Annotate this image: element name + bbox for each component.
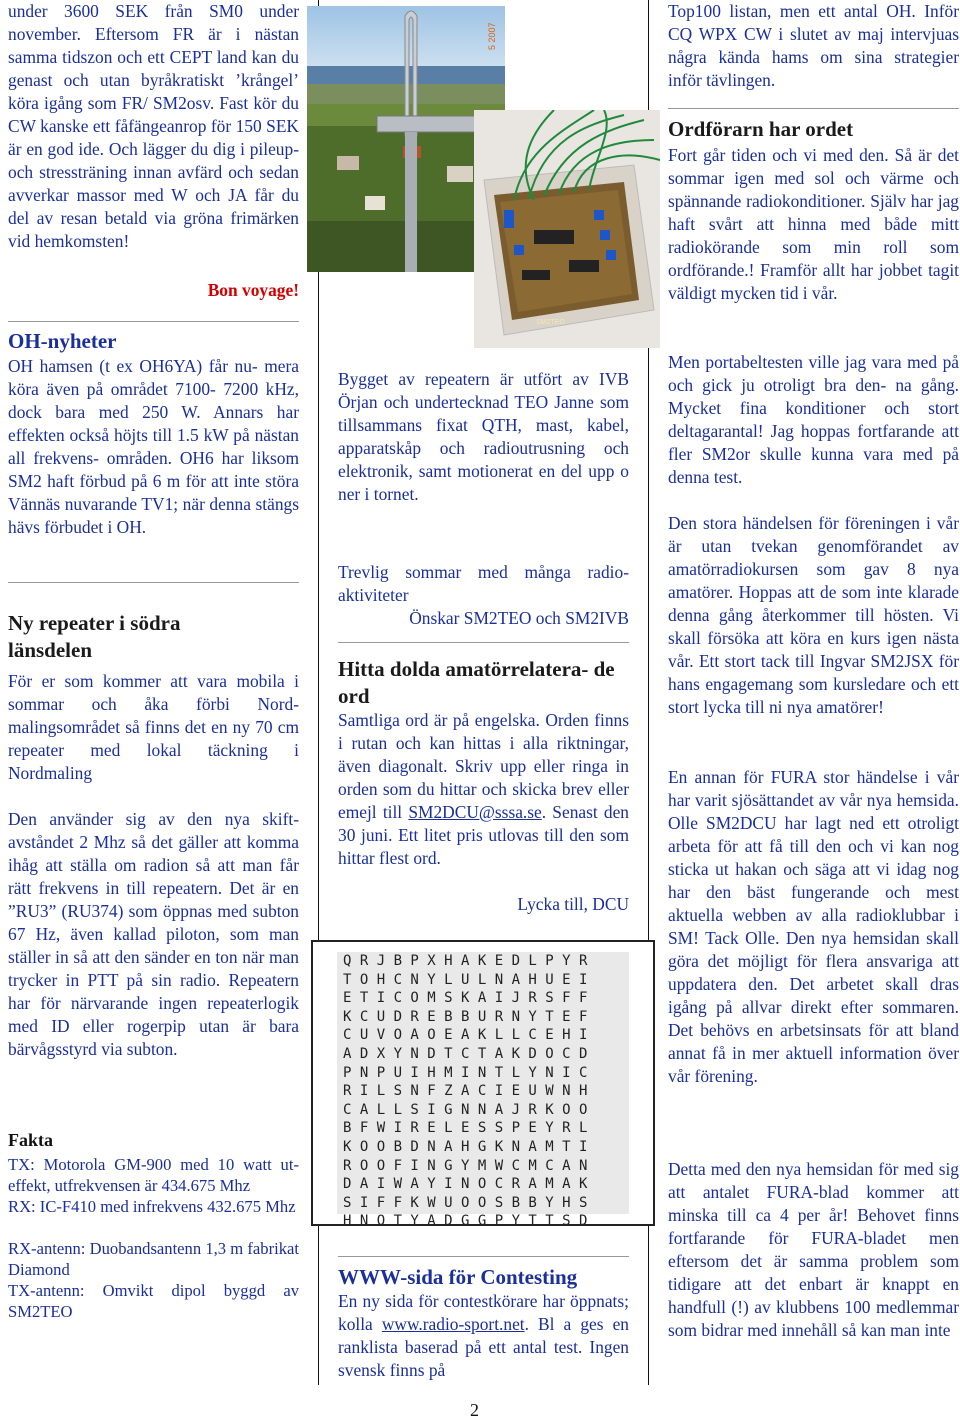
oh-news-body: OH hamsen (t ex OH6YA) får nu- mera köra även på området 7100- 7200 kHz, dock bara med 250 W. Annars har effekten också höjts till 1.5 kW på nästan all frekvens- områden. OH6 har liksom SM2 haft förbud på 6 m för att inte störa Vännäs nuvarande TV1; när denna stängs hävs förbudet i OH. [8,356,299,537]
word-search-row: T O H C N Y L U L N A H U E I [343,971,588,988]
www-text-end: . Bl a ges en ranklista baserad på ett antal test. Ingen svensk finns på [338,1314,629,1380]
section-divider [8,321,299,322]
word-search-instructions [338,709,629,870]
chairman-paragraph-5: Detta med den nya hemsidan för med sig att antalet FURA-blad kommer att minska till ca 4 per år! Behovet finns fortfarande för FURA-bladet men eftersom det är samma problem som tidigare att det enbart är knappt en handfull (!) av klubbens 100 medlemmar som bidrar med innehåll så kan man inte [668,1159,959,1340]
word-search-row: R I L S N F Z A C I E U W N H [343,1083,588,1100]
word-search-row: S I F F K W U O O S B B Y H S [343,1194,588,1211]
chairman-title: Ordförarn har ordet [668,117,854,141]
top100-paragraph: Top100 listan, men ett antal OH. Inför CQ WPX CW i slutet av maj intervjuas några kända hams om sina strategier inför tävlingen. [668,1,959,90]
word-search-row: A D X Y N D T C T A K D O C D [343,1045,588,1062]
word-search-row: D A I W A Y I N O C R A M A K [343,1176,588,1193]
fakta-rx: RX: IC-F410 med infrekvens 432.675 Mhz [8,1197,296,1216]
section-divider [338,642,629,643]
summer-greeting: Trevlig sommar med många radio- aktiviteter [338,562,629,605]
repeater-paragraph-2: Den använder sig av den nya skift- avståndet 2 Mhz så det gäller att komma ihåg att ställa om radion så att man får rätt frekvens in till repeatern. Det är en ”RU3” (RU374) som öppnas med subton 67 Hz, även kallad piloton, som man ställer in så att den sänder en ton när man trycker in PTT på sin radio. Repeatern har för närvarande ingen repeaterlogik med ID eller rogerpip utan är bara bärvågsstyrd via subton. [8,809,299,1059]
circuit-board-photo [474,110,660,348]
www-contesting-title: WWW-sida för Contesting [338,1265,578,1289]
photo-date-stamp: 5 2007 [487,22,497,50]
word-search-row: E T I C O M S K A I J R S F F [343,990,588,1007]
word-search-row: C A L L S I G N N A J R K O O [343,1101,588,1118]
www-text: En ny sida för contestkörare har öppnats; kolla [338,1291,629,1334]
greeting-signature: Önskar SM2TEO och SM2IVB [409,608,629,628]
instructions-text: Samtliga ord är på engelska. Orden finns i rutan och kan hittas i alla riktningar, även diagonalt. Skriv upp eller ringa in orden som du hittar och skicka brev eller emejl till [338,710,629,822]
fakta-tx: TX: Motorola GM-900 med 10 watt ut- effekt, utfrekvensen är 434.675 Mhz [8,1155,299,1195]
chairman-paragraph-3: Den stora händelsen för föreningen i vår är utan tvekan genomförandet av amatörradiokursen som gav 8 nya amatörer. Hoppas att de som inte klarade denna gång återkommer till hösten. Vi skall försöka att köra en kurs igen nästa vår. Ett stort tack till Ingvar SM2JSX för hans engagemang som kursledare och ett stort lycka till ni nya amatörer! [668,513,959,717]
fakta-tx-antenna: TX-antenn: Omvikt dipol byggd av SM2TEO [8,1281,299,1321]
section-divider [668,108,959,109]
word-search-title: Hitta dolda amatörrelatera- de ord [338,657,615,708]
repeater-paragraph-1: För er som kommer att vara mobila i sommar och åka förbi Nord- malingsområdet så finns det en ny 70 cm repeater med lokal täckning i Nordmaling [8,671,299,783]
board-label: SM2TEO [536,319,565,326]
instructions-text-end: . Senast den 30 juni. Ett litet pris utlovas till den som hittar flest ord. [338,802,630,868]
bon-voyage: Bon voyage! [207,280,299,300]
intro-paragraph: under 3600 SEK från SM0 under november. Eftersom FR är i nästan samma tidszon och ett CEPT land kan du genast och utan byråkratiskt ’krångel’ köra igång som FR/ SM2osv. Fast kör du CW kanske ett fåfängeanrop för 150 SEK är en god ide. Och lägger du dig i pileup- och stressträning innan avfärd och sedan avverkar massor med W och JA får du del av resan betald via gröna frimärken vid hemkomsten! [8,1,299,251]
word-search-letters [337,952,629,1230]
page-number: 2 [470,1400,479,1420]
email-link[interactable]: SM2DCU@sssa.se [408,802,542,822]
word-search-grid [311,940,655,1230]
section-divider [8,582,299,583]
circuit-board-image [474,110,660,348]
chairman-paragraph-1: Fort går tiden och vi med den. Så är det sommar igen med sol och värme och spännande radiokonditioner. Själv har jag haft svårt att hinna med både mitt radiokörande som min roll som ordförande.! Framför allt har jobbet tagit väldigt mycken tid i vår. [668,145,959,303]
chairman-paragraph-2: Men portabeltesten ville jag vara med på och gick ju otroligt bra den- na gång. Mycket fina konditioner och stort deltagarantal! Jag hoppas fortfarande att fler SM2or skulle kunna vara med på denna test. [668,352,959,487]
word-search-row: K C U D R E B B U R N Y T E F [343,1008,588,1025]
word-search-row: R O O F I N G Y M W C M C A N [343,1157,588,1174]
fakta-rx-antenna: RX-antenn: Duobandsantenn 1,3 m fabrikat Diamond [8,1239,299,1279]
word-search-row: C U V O A O E A K L L C E H I [343,1027,588,1044]
repeater-caption: Bygget av repeatern är utfört av IVB Örjan och undertecknad TEO Janne som tillsammans fixat QTH, mast, kabel, apparatskåp och radioutrusning och elektronik, samt motionerat en del upp o ner i tornet. [338,369,629,504]
fakta-label: Fakta [8,1130,53,1150]
word-search-row: H N O T Y A D G G P Y T T S D [343,1213,588,1230]
repeater-title-line1: Ny repeater i södra [8,611,181,635]
word-search-row: B F W I R E L E S S P E Y R L [343,1120,588,1137]
repeater-title-line2: länsdelen [8,638,93,662]
word-search-row: P N P U I H M I N T L Y N I C [343,1064,588,1081]
section-divider [338,1256,629,1257]
chairman-paragraph-4: En annan för FURA stor händelse i vår har varit sjösättandet av vår nya hemsida. Olle SM2DCU har lagt ned ett otroligt arbeta för att få till den och vi kan nog sticka ut hakan och säga att vi idag nog har den bäst fungerande och mest aktuella webben av alla radioklubbar i SM! Tack Olle. Den nya hemsidan skall göra det möjligt för flera ansvariga att uppdatera den. Det arbetet skall dras igång på allvar direkt efter sommaren. Det behövs en arbetsinsats för att bland annat få in mer aktuell information över vår förening. [668,767,959,1086]
www-contesting-body [338,1290,629,1382]
word-search-row: Q R J B P X H A K E D L P Y R [343,953,588,969]
radio-sport-link[interactable]: www.radio-sport.net [381,1314,525,1334]
word-search-signature: Lycka till, DCU [517,894,629,914]
word-search-row: K O O B D N A H G K N A M T I [343,1138,588,1155]
oh-news-title: OH-nyheter [8,329,117,353]
